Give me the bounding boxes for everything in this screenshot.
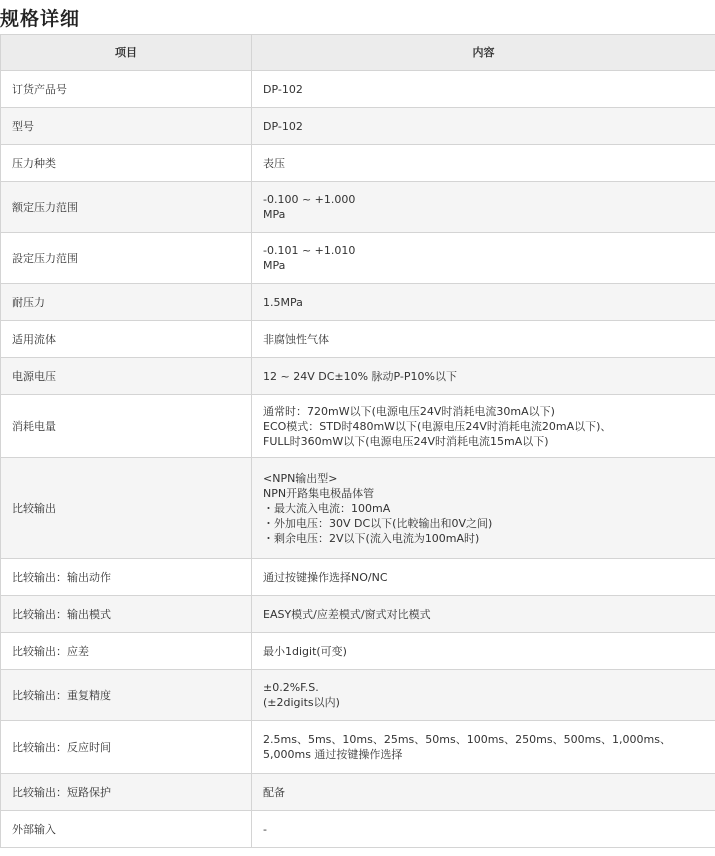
spec-value-line: ・外加电压：30V DC以下(比較输出和0V之间) (263, 516, 493, 530)
spec-label: 比较输出：短路保护 (1, 774, 252, 811)
spec-value-line: ECO模式：STD时480mW以下(电源电压24V时消耗电流20mA以下)、 (263, 419, 612, 433)
spec-label: 电源电压 (1, 358, 252, 395)
table-body (1, 71, 715, 848)
spec-value-line: 5,000ms 通过按键操作选择 (263, 748, 403, 761)
spec-label: 型号 (1, 108, 252, 145)
spec-label: 订货产品号 (1, 71, 252, 108)
spec-value-line: 配备 (263, 785, 285, 799)
spec-value (252, 774, 715, 811)
header-content: 内容 (252, 35, 715, 71)
spec-value (252, 108, 715, 145)
spec-value-line: MPa (263, 259, 286, 272)
spec-value (252, 559, 715, 596)
spec-value (252, 395, 715, 458)
spec-value (252, 670, 715, 721)
spec-value (252, 358, 715, 395)
table-row (1, 721, 715, 774)
spec-label: 外部输入 (1, 811, 252, 848)
table-row (1, 596, 715, 633)
spec-value-line: ・剩余电压：2V以下(流入电流为100mA时) (263, 531, 480, 545)
spec-value-line: ・最大流入电流：100mA (263, 501, 391, 515)
table-row (1, 633, 715, 670)
spec-label: 比较输出：重复精度 (1, 670, 252, 721)
spec-value-line: 非腐蚀性气体 (263, 332, 329, 346)
table-row (1, 559, 715, 596)
spec-table (0, 34, 715, 848)
spec-value-line: DP-102 (263, 82, 303, 96)
spec-value-line: MPa (263, 208, 286, 221)
spec-value-line: 通过按键操作选择NO/NC (263, 570, 388, 584)
spec-value (252, 71, 715, 108)
spec-label: 适用流体 (1, 321, 252, 358)
table-row (1, 182, 715, 233)
spec-value-line: 最小1digit(可变) (263, 644, 347, 658)
table-row (1, 358, 715, 395)
spec-label: 耐压力 (1, 284, 252, 321)
spec-label: 比较输出：输出模式 (1, 596, 252, 633)
table-row (1, 71, 715, 108)
page-title: 规格详细 (0, 8, 81, 30)
spec-value (252, 633, 715, 670)
table-row (1, 233, 715, 284)
spec-value (252, 284, 715, 321)
spec-value-line: EASY模式/应差模式/窗式对比模式 (263, 607, 431, 621)
table-row (1, 458, 715, 559)
table-row (1, 284, 715, 321)
spec-value-line: NPN开路集电极晶体管 (263, 486, 375, 500)
spec-value (252, 233, 715, 284)
spec-value-line: -0.100 ~ +1.000 (263, 193, 356, 206)
spec-value (252, 321, 715, 358)
spec-value-line: 12 ~ 24V DC±10% 脉动P-P10%以下 (263, 369, 457, 383)
spec-label: 比较输出：反应时间 (1, 721, 252, 774)
table-row (1, 108, 715, 145)
spec-label: 额定压力范围 (1, 182, 252, 233)
spec-value-line: ±0.2%F.S. (263, 681, 319, 694)
spec-value (252, 458, 715, 559)
spec-value (252, 182, 715, 233)
spec-value-line: FULL时360mW以下(电源电压24V时消耗电流15mA以下) (263, 434, 549, 448)
spec-label: 消耗电量 (1, 395, 252, 458)
table-row (1, 395, 715, 458)
spec-value-line: <NPN输出型> (263, 471, 338, 485)
spec-value (252, 145, 715, 182)
spec-value-line: 通常时：720mW以下(电源电压24V时消耗电流30mA以下) (263, 404, 555, 418)
spec-label: 比较输出 (1, 458, 252, 559)
table-row (1, 774, 715, 811)
spec-value-line: 1.5MPa (263, 295, 303, 309)
spec-label: 压力种类 (1, 145, 252, 182)
spec-value (252, 721, 715, 774)
spec-value-line: -0.101 ~ +1.010 (263, 244, 356, 257)
spec-value-line: 表压 (263, 156, 285, 170)
spec-value (252, 811, 715, 848)
spec-label: 設定压力范围 (1, 233, 252, 284)
table-row (1, 811, 715, 848)
header-item: 项目 (1, 35, 252, 71)
spec-label: 比较输出：应差 (1, 633, 252, 670)
spec-label: 比较输出：输出动作 (1, 559, 252, 596)
table-header-row (1, 35, 715, 71)
spec-value-line: - (263, 822, 267, 836)
table-row (1, 145, 715, 182)
spec-value-line: (±2digits以内) (263, 696, 340, 709)
spec-value-line: 2.5ms、5ms、10ms、25ms、50ms、100ms、250ms、500ms、1,000ms、 (263, 733, 671, 746)
spec-value-line: DP-102 (263, 119, 303, 133)
table-row (1, 670, 715, 721)
table-row (1, 321, 715, 358)
spec-value (252, 596, 715, 633)
